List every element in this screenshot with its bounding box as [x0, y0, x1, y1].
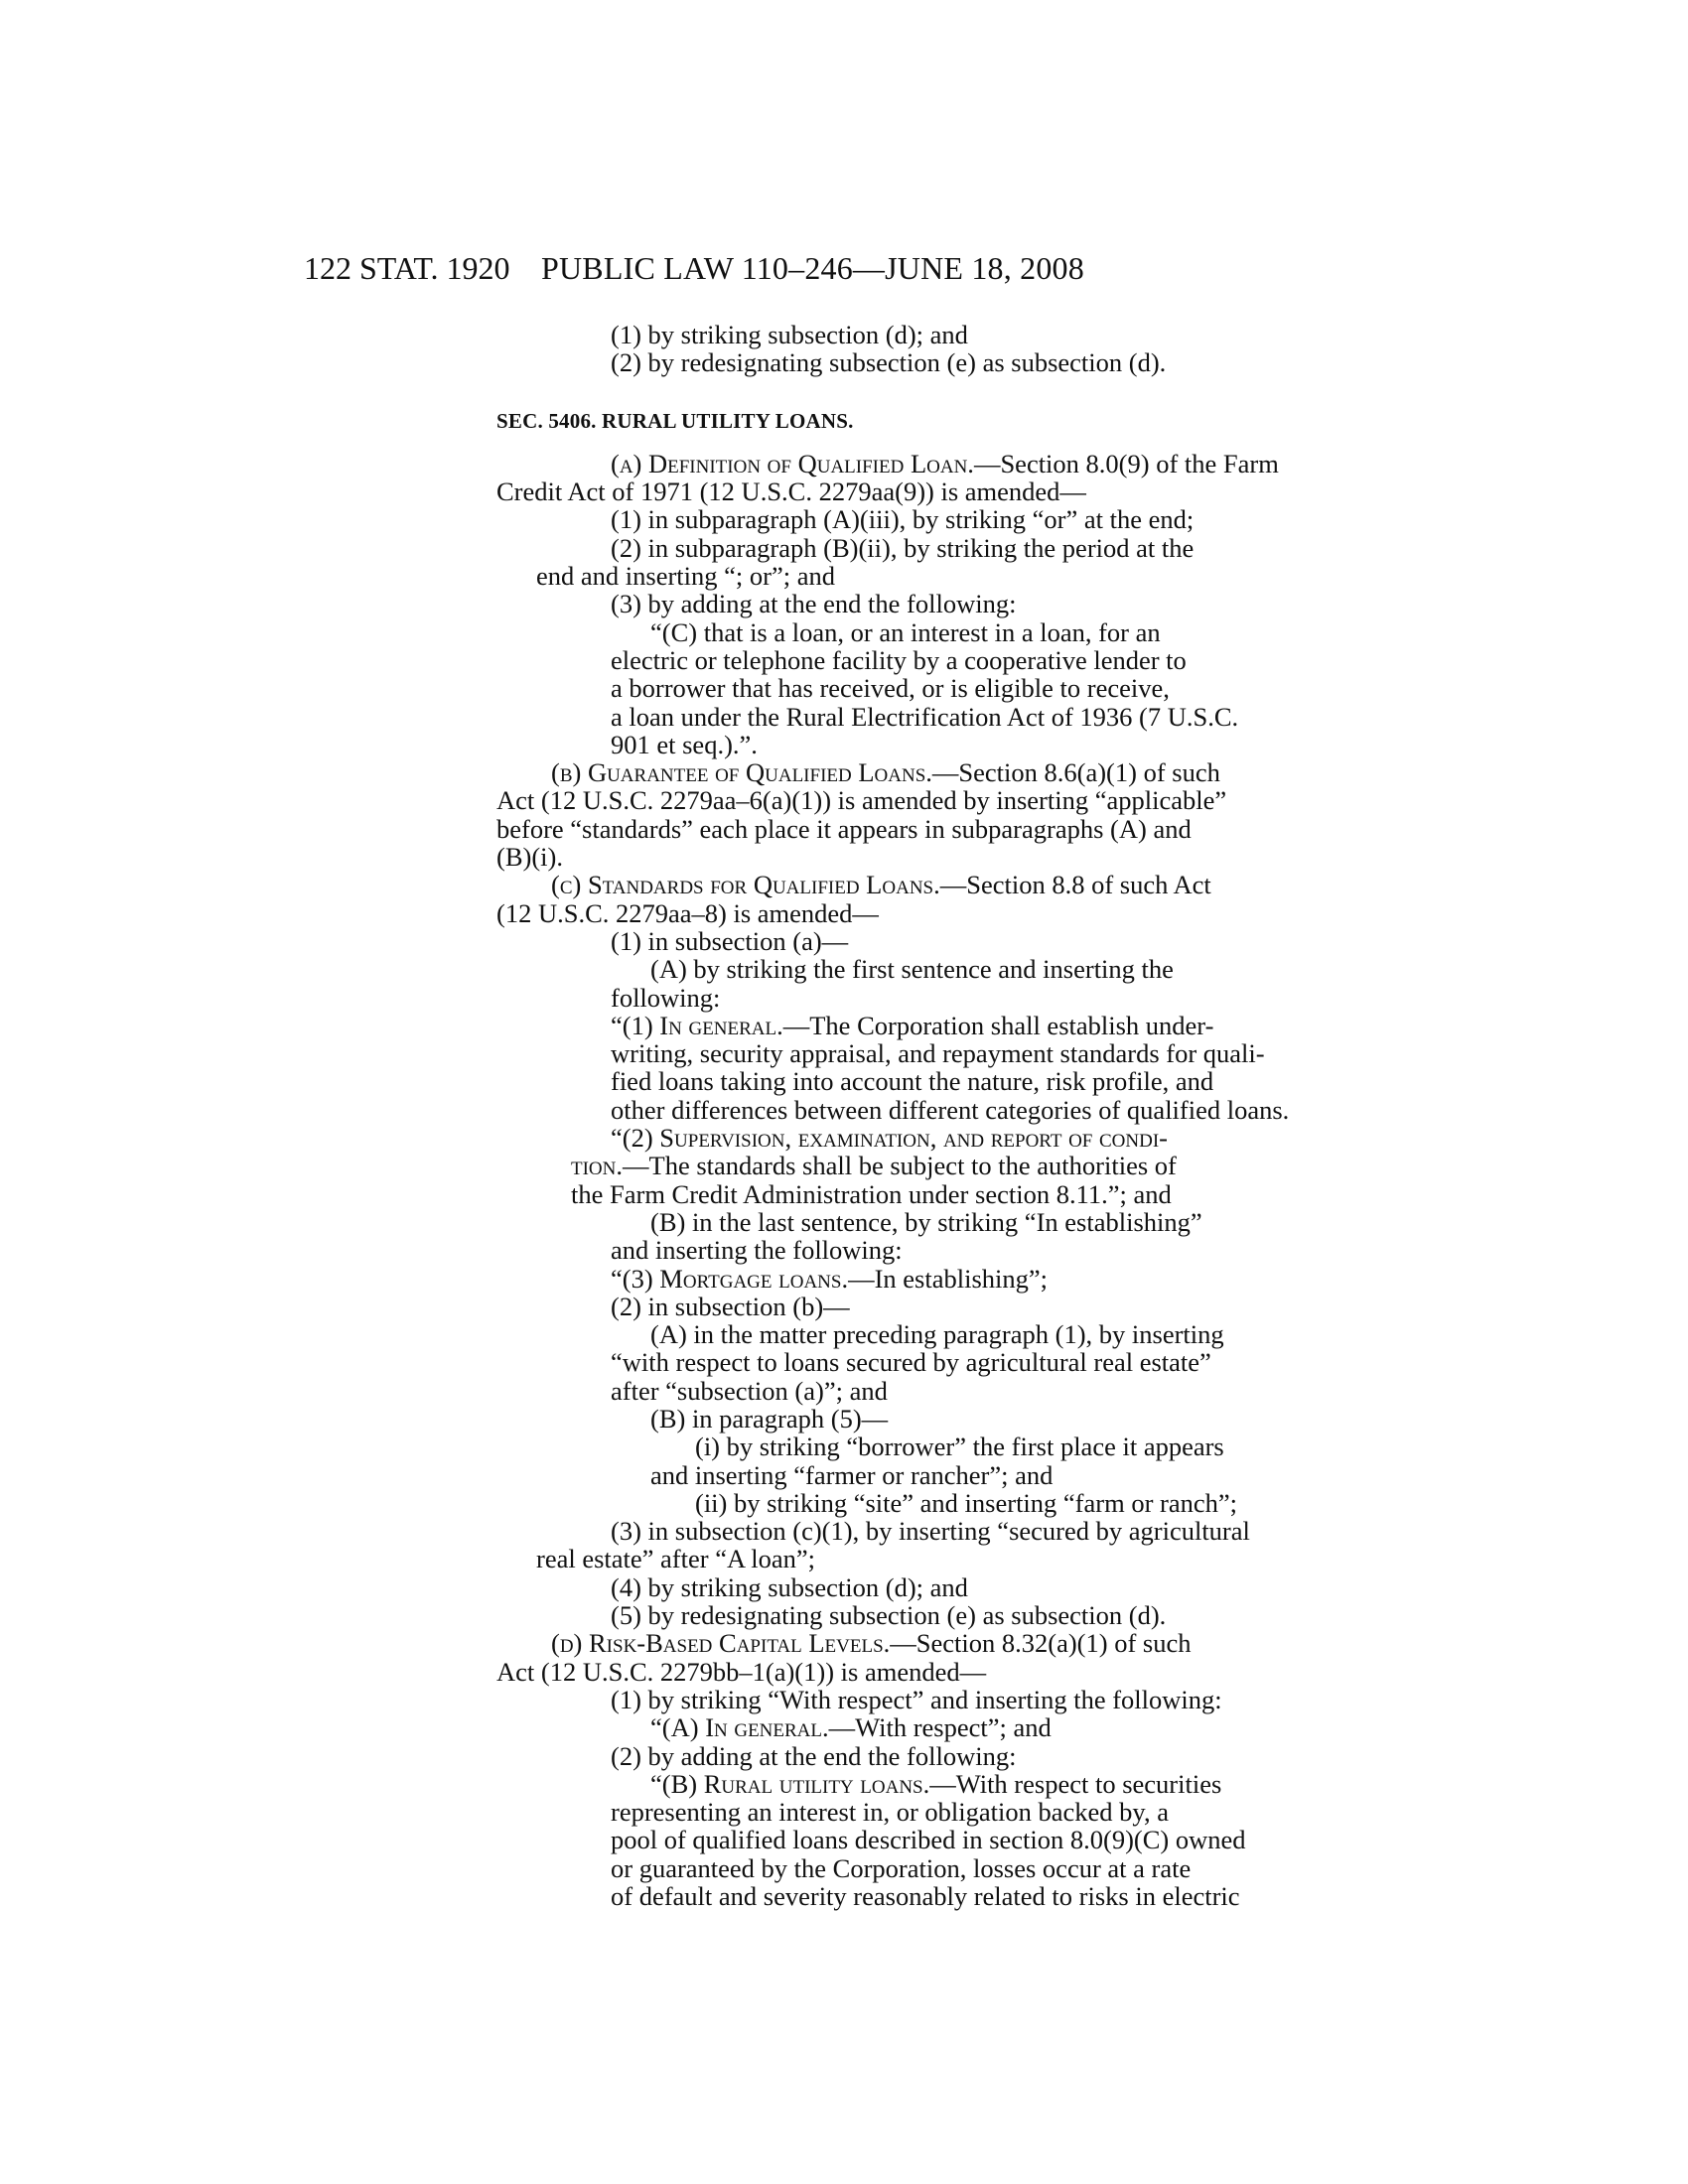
paragraph-3-heading — [496, 1265, 1375, 1293]
text-line: writing, security appraisal, and repayment standards for quali- — [611, 1038, 1265, 1069]
text-line: (5) by redesignating subsection (e) as subsection (d). — [611, 1600, 1167, 1631]
document-body — [496, 321, 1375, 1910]
paragraph-2-heading — [496, 1124, 1375, 1152]
text-line: Act (12 U.S.C. 2279bb–1(a)(1)) is amended— — [496, 1656, 987, 1687]
text-line: representing an interest in, or obligation backed by, a — [611, 1797, 1169, 1828]
text-line: (12 U.S.C. 2279aa–8) is amended— — [496, 897, 879, 928]
text-line: (2) in subsection (b)— — [611, 1291, 850, 1321]
subparagraph-b-caption: Rural utility loans. — [703, 1768, 930, 1799]
paragraph-number: “(1) — [611, 1010, 660, 1040]
text-line: (2) by redesignating subsection (e) as subsection (d). — [611, 347, 1167, 378]
text-line: (A) in the matter preceding paragraph (1), by inserting — [650, 1319, 1224, 1350]
paragraph-2-text: —The standards shall be subject to the authorities of — [623, 1151, 1177, 1181]
text-line: after “subsection (a)”; and — [611, 1375, 888, 1406]
text-line: (3) in subsection (c)(1), by inserting “secured by agricultural — [611, 1516, 1250, 1547]
text-line: fied loans taking into account the nature, risk profile, and — [611, 1066, 1214, 1097]
subparagraph-letter: “(A) — [650, 1712, 706, 1743]
text-line: (4) by striking subsection (d); and — [611, 1571, 968, 1602]
subparagraph-a-text: —With respect”; and — [828, 1712, 1052, 1743]
text-line: “(C) that is a loan, or an interest in a loan, for an — [650, 616, 1161, 647]
subsection-c-text: —Section 8.8 of such Act — [939, 870, 1211, 900]
text-line: real estate” after “A loan”; — [536, 1544, 816, 1574]
paragraph-number: “(2) — [611, 1123, 660, 1154]
subsection-b-text: —Section 8.6(a)(1) of such — [931, 757, 1220, 788]
subsection-d-heading — [496, 1629, 1375, 1657]
text-line: (1) by striking “With respect” and inserting the following: — [611, 1684, 1222, 1714]
text-line: (B) in the last sentence, by striking “In establishing” — [650, 1206, 1202, 1237]
paragraph-1-heading — [496, 1012, 1375, 1039]
text-line: (1) by striking subsection (d); and — [611, 320, 968, 349]
text-line: (B)(i). — [496, 842, 563, 873]
text-line: (3) by adding at the end the following: — [611, 589, 1017, 619]
paragraph-number: “(3) — [611, 1263, 660, 1294]
text-line: (A) by striking the first sentence and inserting the — [650, 954, 1174, 985]
paragraph-1-text: —The Corporation shall establish under- — [782, 1010, 1214, 1040]
text-line: “with respect to loans secured by agricultural real estate” — [611, 1347, 1211, 1378]
public-law-title: PUBLIC LAW 110–246—JUNE 18, 2008 — [541, 250, 1084, 286]
text-line: pool of qualified loans described in section 8.0(9)(C) owned — [611, 1825, 1246, 1855]
text-line: before “standards” each place it appears in subparagraphs (A) and — [496, 813, 1192, 844]
text-line: other differences between different categories of qualified loans. — [611, 1094, 1290, 1125]
text-line: the Farm Credit Administration under section 8.11.”; and — [571, 1178, 1172, 1209]
statute-page-reference: 122 STAT. 1920 — [304, 250, 510, 286]
subparagraph-a-caption: In general. — [705, 1712, 829, 1743]
text-line: following: — [611, 982, 721, 1013]
text-line: (i) by striking “borrower” the first place it appears — [695, 1432, 1224, 1462]
text-line: (2) in subparagraph (B)(ii), by striking the period at the — [611, 532, 1195, 563]
subsection-a-caption: (a) Definition of Qualified Loan. — [611, 448, 974, 478]
paragraph-3-caption: Mortgage loans. — [659, 1263, 849, 1294]
text-line: (ii) by striking “site” and inserting “farm or ranch”; — [695, 1487, 1238, 1518]
subsection-a-heading — [496, 450, 1375, 478]
text-line: a loan under the Rural Electrification Act of 1936 (7 U.S.C. — [611, 701, 1239, 732]
text-line: or guaranteed by the Corporation, losses occur at a rate — [611, 1852, 1192, 1883]
subsection-c-caption: (c) Standards for Qualified Loans. — [551, 870, 940, 900]
text-line: (B) in paragraph (5)— — [650, 1403, 889, 1433]
text-line: (1) in subparagraph (A)(iii), by striking “or” at the end; — [611, 504, 1195, 535]
text-line: and inserting the following: — [611, 1235, 903, 1266]
subparagraph-a-heading — [496, 1713, 1375, 1741]
subsection-b-heading — [496, 758, 1375, 786]
subsection-b-caption: (b) Guarantee of Qualified Loans. — [551, 757, 932, 788]
text-line: Credit Act of 1971 (12 U.S.C. 2279aa(9)) is amended— — [496, 477, 1086, 507]
paragraph-1-caption: In general. — [659, 1010, 783, 1040]
subparagraph-b-text: —With respect to securities — [929, 1768, 1222, 1799]
subsection-d-caption: (d) Risk-Based Capital Levels. — [551, 1628, 891, 1659]
paragraph-3-text: —In establishing”; — [848, 1263, 1049, 1294]
text-line: and inserting “farmer or rancher”; and — [650, 1459, 1054, 1490]
paragraph-2-caption-end: tion. — [571, 1151, 624, 1181]
paragraph-2-caption: Supervision, examination, and report of condi- — [659, 1123, 1168, 1154]
subparagraph-b-heading — [496, 1770, 1375, 1798]
text-line: 901 et seq.).”. — [611, 729, 758, 759]
text-line: electric or telephone facility by a cooperative lender to — [611, 644, 1187, 675]
subsection-c-heading — [496, 871, 1375, 898]
subparagraph-letter: “(B) — [650, 1768, 704, 1799]
text-line: end and inserting “; or”; and — [536, 561, 835, 592]
subsection-d-text: —Section 8.32(a)(1) of such — [890, 1628, 1192, 1659]
section-heading: SEC. 5406. RURAL UTILITY LOANS. — [496, 408, 854, 433]
page-header — [0, 248, 1688, 288]
text-line: Act (12 U.S.C. 2279aa–6(a)(1)) is amended by inserting “applicable” — [496, 785, 1227, 816]
text-line: (2) by adding at the end the following: — [611, 1740, 1017, 1771]
text-line: (1) in subsection (a)— — [611, 925, 849, 956]
paragraph-2-continuation — [496, 1152, 1375, 1179]
text-line: of default and severity reasonably related to risks in electric — [611, 1881, 1240, 1912]
text-line: a borrower that has received, or is eligible to receive, — [611, 673, 1170, 704]
subsection-a-text: —Section 8.0(9) of the Farm — [973, 448, 1279, 478]
